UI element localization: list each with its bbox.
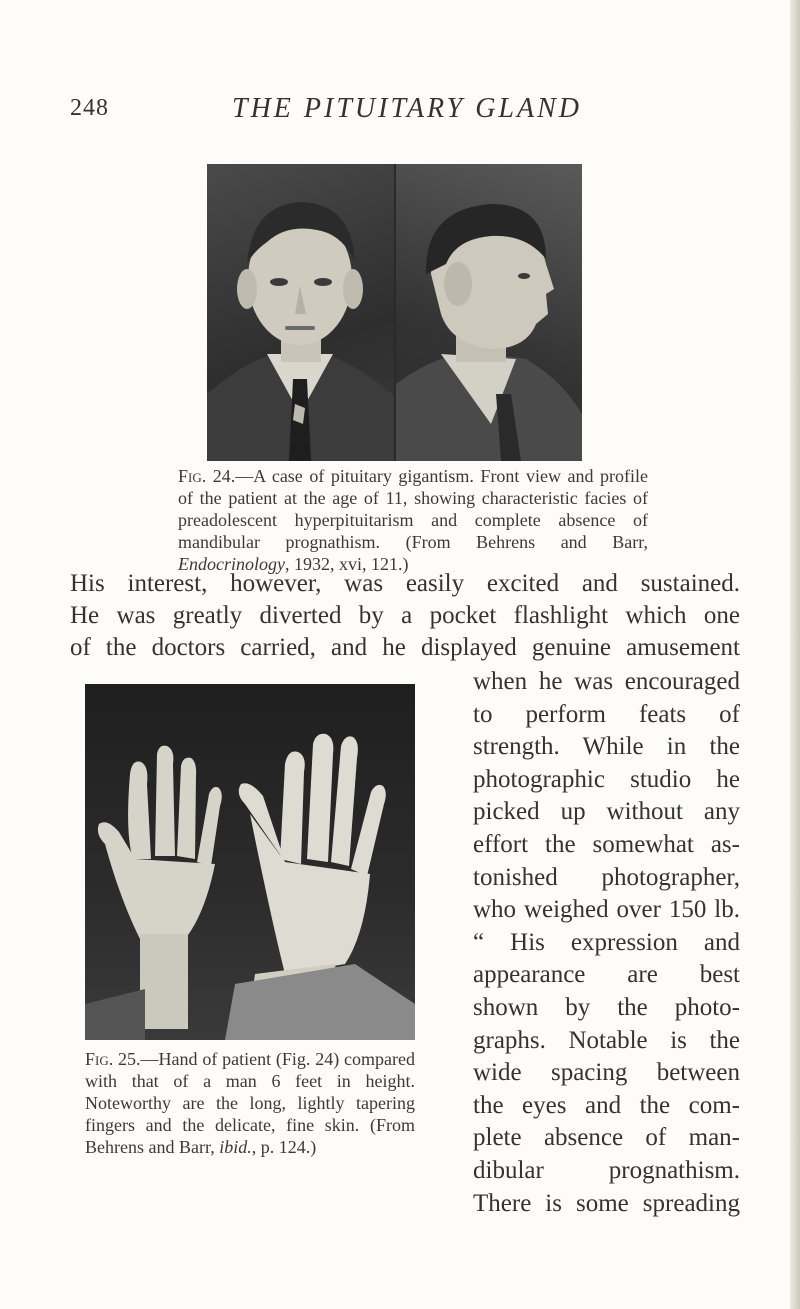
body-paragraph-narrow-column [473,666,740,1220]
body-line: effort the somewhat as- [473,830,740,858]
body-line: There is some spreading [473,1189,740,1217]
figure-24-journal: Endocrinology [178,554,285,574]
body-line: tonished photographer, [473,863,740,891]
figure-25-photograph [85,684,415,1040]
body-line: picked up without any [473,798,740,826]
running-title: THE PITUITARY GLAND [232,93,583,124]
profile-view-portrait [396,164,582,461]
figure-24-photograph [207,164,582,461]
figure-24-caption-text: —A case of pituitary gigantism. Front view and profile of the patient at the age of 11, showing characteristic facies of preadolescent hyperpituitarism and complete absence of mandibular prognathism. (From Behrens and Barr, [178,466,649,552]
body-line: to perform feats of [473,700,740,728]
body-line: shown by the photo- [473,993,740,1021]
body-line: who weighed over 150 lb. [473,896,740,924]
page-number: 248 [70,95,109,121]
body-line: strength. While in the [473,733,740,761]
body-line: graphs. Notable is the [473,1026,740,1054]
body-line: He was greatly diverted by a pocket flashlight which one [70,602,740,629]
body-line: photographic studio he [473,765,740,793]
figure-25-citation: , p. 124.) [251,1137,317,1157]
figure-24-caption [178,465,648,575]
body-line: appearance are best [473,961,740,989]
body-line: His interest, however, was easily excited and sustained. [70,570,740,597]
body-line: plete absence of man- [473,1124,740,1152]
body-line: wide spacing between [473,1059,740,1087]
body-line: “ His expression and [473,928,740,956]
figure-25-ibid: ibid. [219,1137,252,1157]
figure-25-caption [85,1048,415,1158]
body-line: the eyes and the com- [473,1091,740,1119]
front-view-portrait [207,164,394,461]
figure-25-label: Fig. 25. [85,1049,141,1069]
body-paragraph-full-width [70,568,740,664]
body-line: of the doctors carried, and he displayed genuine amusement [70,634,740,661]
page-edge-shadow [790,0,800,1309]
figure-25-caption-text: —Hand of patient (Fig. 24) compared with that of a man 6 feet in height. Noteworthy are the long, lightly tapering fingers and the delicate, fine skin. (From Behrens and Barr, [85,1049,415,1157]
figure-24-label: Fig. 24. [178,466,236,486]
body-line: dibular prognathism. [473,1156,740,1184]
body-line: when he was encouraged [473,668,740,695]
figure-24-citation: , 1932, xvi, 121.) [284,554,409,574]
